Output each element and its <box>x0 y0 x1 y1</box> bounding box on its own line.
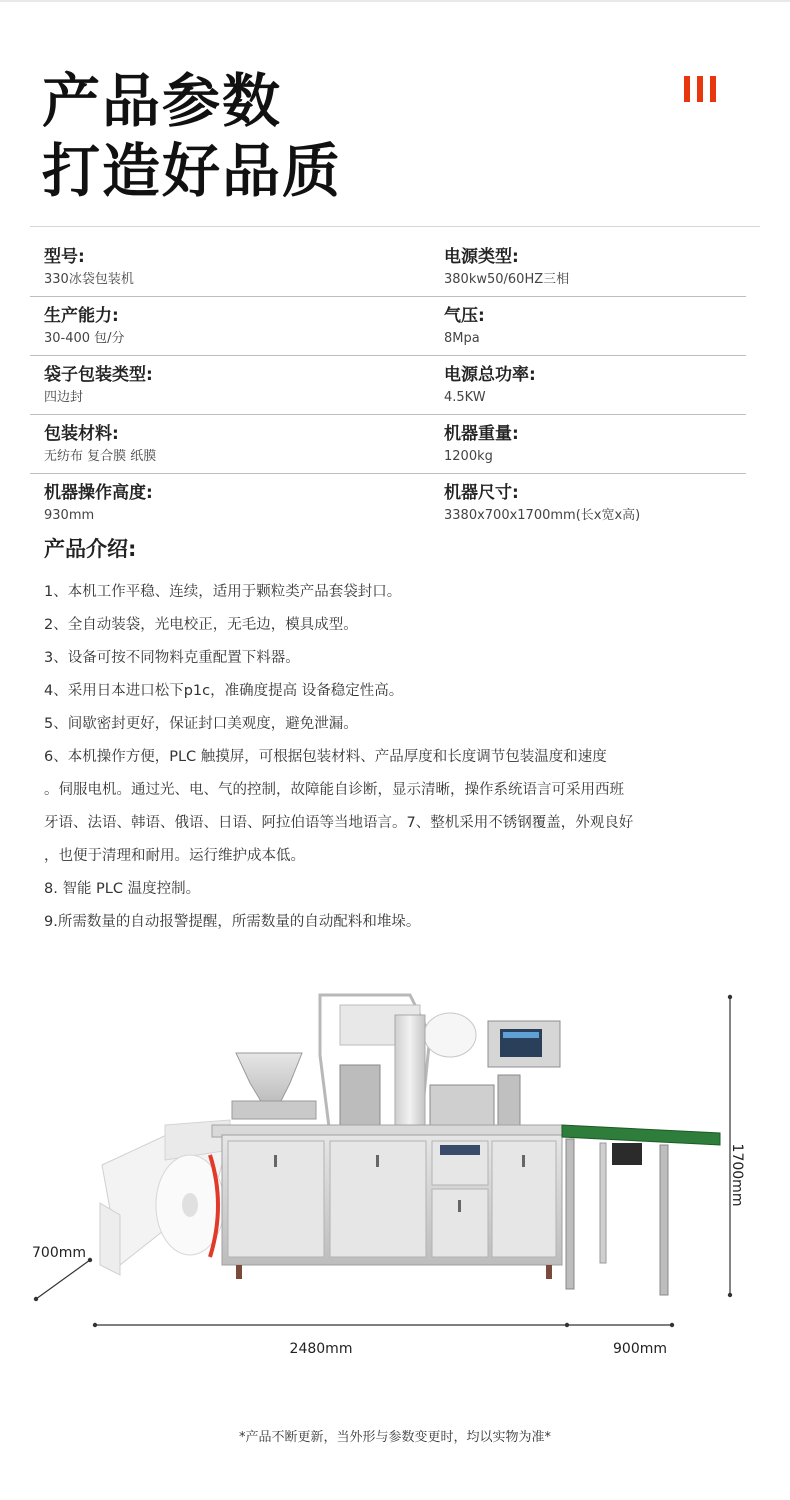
intro-line: 。伺服电机。通过光、电、气的控制，故障能自诊断，显示清晰，操作系统语言可采用西班 <box>44 782 624 798</box>
spec-row <box>30 238 746 297</box>
title-line-1: 产品参数 <box>42 67 283 135</box>
intro-line: 9.所需数量的自动报警提醒，所需数量的自动配料和堆垛。 <box>44 914 421 930</box>
spec-label: 机器操作高度: <box>44 483 153 503</box>
spec-label: 袋子包装类型: <box>44 365 153 385</box>
intro-list <box>44 576 694 939</box>
title-line-2: 打造好品质 <box>42 137 343 205</box>
spec-value: 3380x700x1700mm(长x宽x高) <box>444 508 641 523</box>
intro-line: 6、本机操作方便，PLC 触摸屏，可根据包装材料、产品厚度和长度调节包装温度和速度 <box>44 749 607 765</box>
spec-air-pressure <box>444 305 485 348</box>
spec-value: 四边封 <box>44 390 84 405</box>
dimension-end-dot <box>728 995 732 999</box>
spec-label: 机器尺寸: <box>444 483 519 503</box>
intro-line: 1、本机工作平稳、连续，适用于颗粒类产品套袋封口。 <box>44 584 402 600</box>
machine-figure <box>0 975 790 1375</box>
dimension-conveyor-label: 900mm <box>613 1341 667 1357</box>
spec-value: 8Mpa <box>444 331 480 346</box>
dimension-end-dot <box>93 1323 97 1327</box>
dimension-height-label: 1700mm <box>729 1143 745 1207</box>
intro-line: 牙语、法语、韩语、俄语、日语、阿拉伯语等当地语言。7、整机采用不锈钢覆盖，外观良好 <box>44 815 634 831</box>
spec-label: 电源类型: <box>444 247 519 267</box>
dimension-width-label: 700mm <box>32 1245 86 1261</box>
spec-dimensions <box>444 482 640 525</box>
intro-line: 3、设备可按不同物料克重配置下料器。 <box>44 650 300 666</box>
spec-label: 型号: <box>44 247 85 267</box>
spec-value: 930mm <box>44 508 95 523</box>
spec-value: 无纺布 复合膜 纸膜 <box>44 449 157 464</box>
spec-table <box>30 238 746 532</box>
spec-label: 生产能力: <box>44 306 119 326</box>
spec-label: 电源总功率: <box>444 365 536 385</box>
dimension-length-label: 2480mm <box>289 1341 353 1357</box>
spec-value: 1200kg <box>444 449 493 464</box>
intro-line: 5、间歇密封更好，保证封口美观度，避免泄漏。 <box>44 716 358 732</box>
header-divider <box>30 226 760 227</box>
dimension-end-dot <box>565 1323 569 1327</box>
spec-label: 包装材料: <box>44 424 119 444</box>
dimension-end-dot <box>88 1258 92 1262</box>
dimension-end-dot <box>728 1293 732 1297</box>
spec-model <box>44 246 134 289</box>
spec-bag-type <box>44 364 153 407</box>
spec-row <box>30 415 746 474</box>
spec-label: 机器重量: <box>444 424 519 444</box>
intro-line: ，也便于清理和耐用。运行维护成本低。 <box>44 848 305 864</box>
packaging-machine-image <box>100 995 720 1295</box>
intro-line: 2、全自动装袋，光电校正，无毛边，模具成型。 <box>44 617 358 633</box>
spec-value: 330冰袋包装机 <box>44 272 134 287</box>
spec-row <box>30 297 746 356</box>
spec-row <box>30 474 746 532</box>
spec-material <box>44 423 156 466</box>
spec-value: 380kw50/60HZ三相 <box>444 272 570 287</box>
accent-bars-icon <box>684 76 718 102</box>
intro-line: 4、采用日本进口松下p1c，准确度提高 设备稳定性高。 <box>44 683 404 699</box>
spec-value: 30-400 包/分 <box>44 331 125 346</box>
dimension-end-dot <box>34 1297 38 1301</box>
spec-capacity <box>44 305 125 348</box>
spec-total-power <box>444 364 536 407</box>
spec-label: 气压: <box>444 306 485 326</box>
footnote: *产品不断更新，当外形与参数变更时，均以实物为准* <box>238 1430 551 1445</box>
spec-weight <box>444 423 519 466</box>
spec-value: 4.5KW <box>444 390 486 405</box>
dimension-end-dot <box>670 1323 674 1327</box>
intro-line: 8. 智能 PLC 温度控制。 <box>44 881 201 897</box>
top-divider <box>0 0 790 2</box>
spec-operating-height <box>44 482 153 525</box>
spec-power-type <box>444 246 569 289</box>
spec-row <box>30 356 746 415</box>
page-title <box>42 66 342 206</box>
intro-title: 产品介绍: <box>44 537 137 561</box>
